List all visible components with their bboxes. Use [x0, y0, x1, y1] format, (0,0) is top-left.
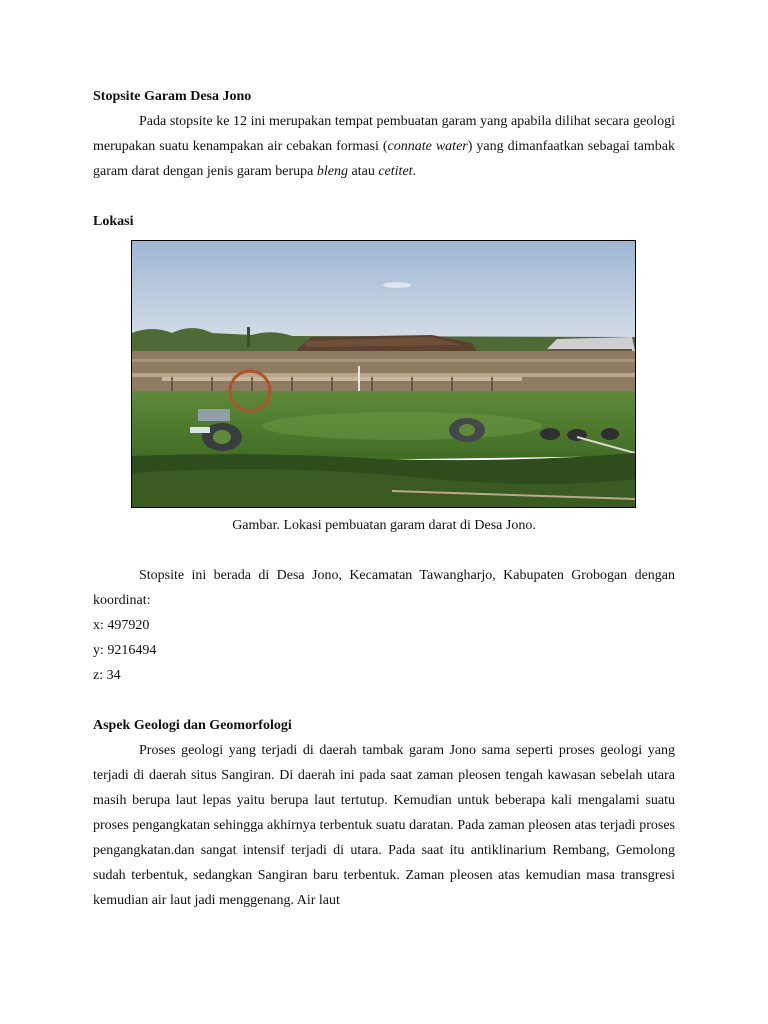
section-title-lokasi: Lokasi	[93, 214, 134, 229]
paragraph-geology: Proses geologi yang terjadi di daerah tambak garam Jono sama seperti proses geologi yang terjadi di daerah situs Sangiran. Di daerah ini pada saat zaman pleosen tengah kawasan sebelah utara masih berupa laut lepas yaitu berupa laut tertutup. Kemudian untuk beberapa kali mengalami suatu proses pengangkatan sehingga akhirnya terbentuk suatu daratan. Pada zaman pleosen atas terjadi proses pengangkatan.dan sangat intensif terjadi di utara. Pada saat itu antiklinarium Rembang, Gemolong sudah terbentuk, sedangkan Sangiran baru terbentuk. Zaman pleosen atas kemudian masa transgresi kemudian air laut jadi menggenang. Air laut	[93, 743, 675, 908]
coordinate-z: z: 34	[93, 668, 121, 683]
photo-caption: Gambar. Lokasi pembuatan garam darat di Desa Jono.	[232, 518, 536, 533]
location-photo	[131, 240, 636, 508]
paragraph-intro: Pada stopsite ke 12 ini merupakan tempat pembuatan garam yang apabila dilihat secara geologi merupakan suatu kenampakan air cebakan formasi (connate water) yang dimanfaatkan sebagai tambak garam darat dengan jenis garam berupa bleng atau cetitet.	[93, 114, 675, 179]
coordinate-y: y: 9216494	[93, 643, 157, 658]
paragraph-location: Stopsite ini berada di Desa Jono, Kecamatan Tawangharjo, Kabupaten Grobogan dengan koordinat:	[93, 568, 675, 608]
section-title-aspek-geologi: Aspek Geologi dan Geomorfologi	[93, 718, 292, 733]
section-title-stopsite: Stopsite Garam Desa Jono	[93, 89, 252, 104]
document-page	[93, 84, 675, 913]
coordinate-x: x: 497920	[93, 618, 150, 633]
